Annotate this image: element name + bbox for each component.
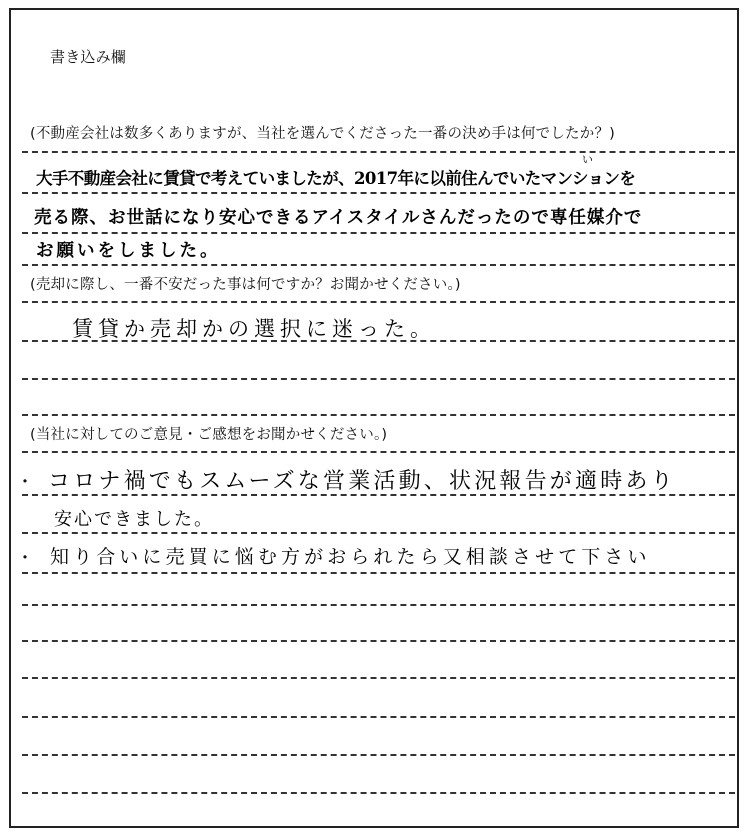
writing-line [22, 264, 735, 266]
writing-line [22, 716, 735, 718]
writing-line [22, 572, 735, 574]
answer-3-line-2: 安心できました。 [54, 509, 214, 530]
writing-line [22, 532, 735, 534]
writing-line [22, 604, 735, 606]
question-2: (売却に際し、一番不安だった事は何ですか？お聞かせください。) [30, 277, 461, 293]
answer-3-line-3: 知り合いに売買に悩む方がおられたら又相談させて下さい [50, 546, 651, 568]
writing-line [22, 754, 735, 756]
writing-line [22, 451, 735, 453]
writing-line [22, 640, 735, 642]
writing-line [22, 494, 735, 496]
form-title: 書き込み欄 [50, 48, 127, 66]
writing-line [22, 340, 735, 342]
question-3: (当社に対してのご意見・ご感想をお聞かせください。) [30, 427, 388, 443]
writing-line [22, 151, 735, 153]
writing-line [22, 677, 735, 679]
answer-1-line-2: 売る際、お世話になり安心できるアイスタイルさんだったので専任媒介で [34, 208, 643, 228]
answer-1-line-1: 大手不動産会社に賃貸で考えていましたが、2017年に以前住んでいたマンションを [36, 169, 636, 188]
writing-line [22, 301, 735, 303]
question-1: (不動産会社は数多くありますが、当社を選んでくださった一番の決め手は何でしたか？) [30, 126, 616, 142]
writing-line [22, 414, 735, 416]
answer-3-line-1: コロナ禍でもスムーズな営業活動、状況報告が適時あり [48, 469, 676, 494]
bullet-mark: ・ [16, 472, 34, 493]
answer-2-line-1: 賃貸か売却かの選択に迷った。 [72, 317, 436, 341]
writing-line [22, 378, 735, 380]
writing-line [22, 232, 735, 234]
bullet-mark: ・ [16, 548, 34, 569]
answer-1-line-3: お願いをしました。 [36, 241, 221, 261]
answer-1-insertion: い [582, 153, 593, 166]
writing-line [22, 792, 735, 794]
writing-line [22, 192, 735, 194]
